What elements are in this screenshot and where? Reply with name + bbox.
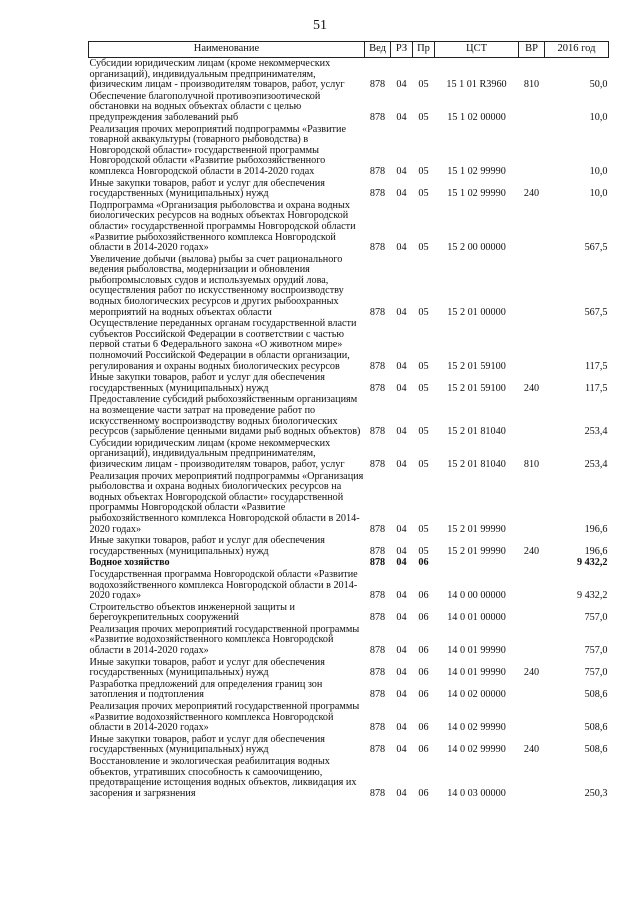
cell-vr: [519, 756, 545, 799]
cell-amount: 253,4: [584, 458, 608, 470]
cell-name: Строительство объектов инженерной защиты и берегоукрепительных сооружений: [89, 601, 295, 624]
cell-vr: [519, 254, 545, 319]
cell-amount: 196,6: [584, 523, 608, 535]
cell-rz: 04: [396, 612, 407, 624]
cell-cst: 15 1 02 99990: [447, 188, 506, 200]
cell-rz: 04: [396, 523, 407, 535]
cell-ved: 878: [369, 744, 386, 756]
cell-name: Иные закупки товаров, работ и услуг для обеспечения государственных (муниципальных) нужд: [89, 177, 325, 200]
cell-vr: [519, 91, 545, 124]
cell-amount: 508,6: [584, 744, 608, 756]
table-row: [89, 701, 609, 734]
cell-cst: 15 2 01 59100: [447, 360, 506, 372]
cell-rz: 04: [396, 382, 407, 394]
cell-vr: [519, 557, 545, 569]
cell-vr: 810: [523, 458, 540, 470]
cell-ved: 878: [369, 165, 386, 177]
cell-ved: 878: [369, 722, 386, 734]
cell-pr: 05: [418, 79, 429, 91]
cell-rz: 04: [396, 360, 407, 372]
cell-cst: 15 2 01 99990: [447, 545, 506, 557]
cell-cst: 15 2 01 00000: [447, 306, 506, 318]
cell-vr: [519, 701, 545, 734]
cell-pr: 06: [418, 722, 429, 734]
cell-cst: 15 2 01 81040: [447, 458, 506, 470]
cell-vr: [519, 124, 545, 178]
cell-rz: 04: [396, 242, 407, 254]
cell-pr: 06: [418, 645, 429, 657]
cell-rz: 04: [396, 426, 407, 438]
cell-cst: 14 0 01 99990: [447, 645, 506, 657]
table-row: [89, 372, 609, 394]
cell-name: Обеспечение благополучной противоэпизоотической обстановки на водных объектах области с целью предупреждения заболеваний рыб: [89, 90, 321, 123]
cell-cst: 15 1 02 99990: [447, 165, 506, 177]
cell-name: Реализация прочих мероприятий подпрограммы «Развитие товарной аквакультуры (товарного рыбоводства) в Новгородской области» государственной программы Новгородской области «Развитие рыбохозяйственного комплекса Новгородской области в 2014-2020 годах: [89, 123, 346, 177]
cell-amount: 9 432,2: [576, 590, 608, 602]
cell-amount: 117,5: [584, 382, 608, 394]
cell-vr: 240: [523, 667, 540, 679]
cell-amount: 757,0: [584, 667, 608, 679]
table-row: [89, 438, 609, 471]
cell-ved: 878: [369, 689, 386, 701]
table-row: [89, 124, 609, 178]
cell-amount: 10,0: [589, 111, 608, 123]
cell-rz: 04: [396, 722, 407, 734]
cell-amount: 508,6: [584, 689, 608, 701]
cell-rz: 04: [396, 306, 407, 318]
cell-pr: 06: [418, 590, 429, 602]
cell-vr: [519, 394, 545, 437]
cell-ved: 878: [369, 545, 386, 557]
cell-ved: 878: [369, 557, 386, 569]
cell-vr: [519, 624, 545, 657]
page-number: 51: [313, 18, 327, 33]
cell-rz: 04: [396, 744, 407, 756]
cell-cst: 15 2 01 99990: [447, 523, 506, 535]
cell-pr: 05: [418, 545, 429, 557]
cell-name: Разработка предложений для определения границ зон затопления и подтопления: [89, 678, 323, 701]
cell-amount: 9 432,2: [576, 557, 608, 569]
cell-vr: [519, 318, 545, 372]
cell-vr: 810: [523, 79, 540, 91]
table-row: [89, 734, 609, 756]
table-row: [89, 535, 609, 557]
cell-name: Иные закупки товаров, работ и услуг для обеспечения государственных (муниципальных) нужд: [89, 372, 325, 394]
cell-pr: 05: [418, 426, 429, 438]
cell-name: Водное хозяйство: [89, 557, 170, 569]
cell-pr: 06: [418, 744, 429, 756]
cell-pr: 05: [418, 242, 429, 254]
cell-name: Восстановление и экологическая реабилитация водных объектов, утративших способность к самоочищению, предотвращение истощения водных объектов, ликвидация их засорения и загрязнения: [89, 756, 357, 799]
cell-pr: 06: [418, 557, 429, 569]
cell-name: Субсидии юридическим лицам (кроме некоммерческих организаций), индивидуальным предпринимателям, физическим лицам - производителям товаров, работ, услуг: [89, 58, 345, 91]
cell-vr: [519, 471, 545, 536]
header-ved: Вед: [365, 42, 391, 58]
cell-rz: 04: [396, 111, 407, 123]
cell-ved: 878: [369, 79, 386, 91]
cell-rz: 04: [396, 590, 407, 602]
cell-cst: 14 0 02 00000: [447, 689, 506, 701]
cell-cst: 14 0 00 00000: [447, 590, 506, 602]
header-vr: ВР: [519, 42, 545, 58]
cell-name: Реализация прочих мероприятий подпрограммы «Организация рыболовства и охрана водных биологических ресурсов на водных объектах Новгородской области» государственной программы Новгородской области «Развитие рыбохозяйственного комплекса Новгородской области в 2014-2020 годах»: [89, 470, 364, 535]
cell-ved: 878: [369, 612, 386, 624]
cell-ved: 878: [369, 242, 386, 254]
table-row: [89, 254, 609, 319]
cell-cst: 15 2 01 59100: [447, 382, 506, 394]
header-cst: ЦСТ: [435, 42, 519, 58]
cell-amount: 757,0: [584, 645, 608, 657]
cell-ved: 878: [369, 523, 386, 535]
cell-vr: [519, 679, 545, 701]
cell-name: Иные закупки товаров, работ и услуг для обеспечения государственных (муниципальных) нужд: [89, 733, 325, 756]
cell-ved: 878: [369, 306, 386, 318]
cell-cst: 15 2 00 00000: [447, 242, 506, 254]
table-row: [89, 756, 609, 799]
table-row: [89, 58, 609, 91]
cell-rz: 04: [396, 557, 407, 569]
cell-cst: [435, 557, 519, 569]
cell-rz: 04: [396, 79, 407, 91]
cell-name: Осуществление переданных органам государственной власти субъектов Российской Федерации в соответствии с частью первой статьи 6 Федерального закона «О животном мире» полномочий Российской Федерации в области организации, регулирования и охраны водных биологических ресурсов: [89, 318, 357, 372]
table-row: [89, 394, 609, 437]
cell-ved: 878: [369, 360, 386, 372]
header-year: 2016 год: [545, 42, 609, 58]
table-row: [89, 569, 609, 602]
cell-cst: 14 0 02 99990: [447, 744, 506, 756]
cell-pr: 05: [418, 306, 429, 318]
table-row: [89, 557, 609, 569]
cell-name: Предоставление субсидий рыбохозяйственным организациям на возмещение части затрат на проведение работ по искусственному воспроизводству водных биологических ресурсов (зарыбление ценными видами рыб водных объектов): [89, 394, 361, 438]
header-name: Наименование: [89, 42, 365, 58]
cell-amount: 253,4: [584, 426, 608, 438]
cell-pr: 06: [418, 787, 429, 799]
table-row: [89, 91, 609, 124]
cell-cst: 14 0 02 99990: [447, 722, 506, 734]
cell-cst: 15 2 01 81040: [447, 426, 506, 438]
table-header-row: [89, 42, 609, 58]
cell-amount: 10,0: [589, 165, 608, 177]
cell-pr: 05: [418, 382, 429, 394]
cell-name: Иные закупки товаров, работ и услуг для обеспечения государственных (муниципальных) нужд: [89, 535, 325, 557]
table-row: [89, 657, 609, 679]
cell-amount: 117,5: [584, 360, 608, 372]
cell-cst: 15 1 02 00000: [447, 111, 506, 123]
cell-pr: 05: [418, 111, 429, 123]
cell-vr: [519, 200, 545, 254]
cell-pr: 06: [418, 667, 429, 679]
cell-ved: 878: [369, 645, 386, 657]
cell-amount: 196,6: [584, 545, 608, 557]
table-row: [89, 624, 609, 657]
cell-name: Увеличение добычи (вылова) рыбы за счет рационального ведения рыболовства, модернизации и обновления рыбопромысловых судов и используемых орудий лова, осуществления работ по искусственному воспроизводству водных биологических ресурсов и других рыбоохранных мероприятий на водных объектах области: [89, 253, 344, 318]
cell-cst: 15 1 01 R3960: [446, 79, 507, 91]
cell-pr: 05: [418, 188, 429, 200]
cell-ved: 878: [369, 188, 386, 200]
cell-pr: 05: [418, 458, 429, 470]
cell-ved: 878: [369, 111, 386, 123]
cell-name: Реализация прочих мероприятий государственной программы «Развитие водохозяйственного комплекса Новгородской области в 2014-2020 годах»: [89, 623, 360, 657]
table-body: [89, 58, 609, 800]
cell-vr: 240: [523, 545, 540, 557]
cell-vr: 240: [523, 188, 540, 200]
cell-ved: 878: [369, 458, 386, 470]
cell-vr: [519, 602, 545, 624]
cell-rz: 04: [396, 165, 407, 177]
cell-pr: 05: [418, 360, 429, 372]
table-row: [89, 318, 609, 372]
header-rz: РЗ: [391, 42, 413, 58]
cell-vr: [519, 569, 545, 602]
table-row: [89, 178, 609, 200]
header-pr: Пр: [413, 42, 435, 58]
cell-amount: 567,5: [584, 306, 608, 318]
cell-amount: 50,0: [589, 79, 608, 91]
cell-pr: 05: [418, 523, 429, 535]
cell-amount: 567,5: [584, 242, 608, 254]
budget-table: [88, 41, 609, 799]
cell-ved: 878: [369, 667, 386, 679]
cell-amount: 250,3: [584, 787, 608, 799]
cell-rz: 04: [396, 188, 407, 200]
cell-pr: 06: [418, 689, 429, 701]
cell-rz: 04: [396, 458, 407, 470]
cell-ved: 878: [369, 426, 386, 438]
cell-pr: 05: [418, 165, 429, 177]
table-row: [89, 679, 609, 701]
table-row: [89, 471, 609, 536]
cell-rz: 04: [396, 645, 407, 657]
cell-name: Иные закупки товаров, работ и услуг для обеспечения государственных (муниципальных) нужд: [89, 656, 325, 679]
cell-name: Подпрограмма «Организация рыболовства и охрана водных биологических ресурсов на водных объектах Новгородской области» государственной программы Новгородской области «Развитие рыбохозяйственного комплекса Новгородской области в 2014-2020 годах»: [89, 199, 356, 254]
cell-ved: 878: [369, 382, 386, 394]
cell-name: Государственная программа Новгородской области «Развитие водохозяйственного комплекса Новгородской области в 2014-2020 годах»: [89, 568, 358, 602]
cell-ved: 878: [369, 787, 386, 799]
cell-amount: 508,6: [584, 722, 608, 734]
cell-rz: 04: [396, 689, 407, 701]
cell-name: Субсидии юридическим лицам (кроме некоммерческих организаций), индивидуальным предпринимателям, физическим лицам - производителям товаров, работ, услуг: [89, 437, 345, 470]
cell-rz: 04: [396, 667, 407, 679]
cell-vr: 240: [523, 744, 540, 756]
cell-cst: 14 0 03 00000: [447, 787, 506, 799]
cell-amount: 10,0: [589, 188, 608, 200]
cell-cst: 14 0 01 00000: [447, 612, 506, 624]
cell-rz: 04: [396, 545, 407, 557]
cell-amount: 757,0: [584, 612, 608, 624]
cell-ved: 878: [369, 590, 386, 602]
table-row: [89, 200, 609, 254]
table-row: [89, 602, 609, 624]
cell-rz: 04: [396, 787, 407, 799]
cell-pr: 06: [418, 612, 429, 624]
cell-name: Реализация прочих мероприятий государственной программы «Развитие водохозяйственного комплекса Новгородской области в 2014-2020 годах»: [89, 701, 360, 734]
cell-vr: 240: [523, 382, 540, 394]
cell-cst: 14 0 01 99990: [447, 667, 506, 679]
